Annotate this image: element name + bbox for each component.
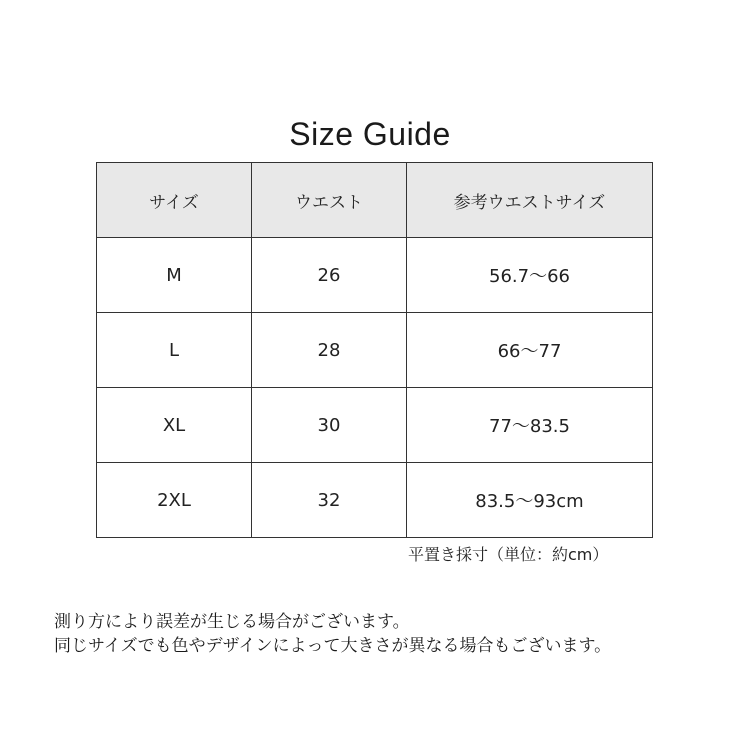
unit-note: 平置き採寸（単位：約cm）: [408, 545, 609, 564]
header-size: サイズ: [97, 163, 252, 238]
table-row: [97, 238, 653, 313]
table-row: [97, 463, 653, 538]
table-header-row: [97, 163, 653, 238]
cell-reference-waist: 77～83.5: [407, 388, 653, 463]
table-row: [97, 388, 653, 463]
cell-waist: 30: [252, 388, 407, 463]
page-title: Size Guide: [289, 116, 451, 152]
cell-size: M: [97, 238, 252, 313]
cell-reference-waist: 66～77: [407, 313, 653, 388]
size-table: [96, 162, 653, 538]
note-line: 同じサイズでも色やデザインによって大きさが異なる場合もございます。: [54, 636, 612, 656]
cell-size: L: [97, 313, 252, 388]
note-line: 測り方により誤差が生じる場合がございます。: [54, 612, 410, 632]
cell-reference-waist: 56.7～66: [407, 238, 653, 313]
cell-waist: 26: [252, 238, 407, 313]
cell-size: XL: [97, 388, 252, 463]
cell-waist: 28: [252, 313, 407, 388]
cell-waist: 32: [252, 463, 407, 538]
header-reference-waist: 参考ウエストサイズ: [407, 163, 653, 238]
cell-size: 2XL: [97, 463, 252, 538]
header-waist: ウエスト: [252, 163, 407, 238]
table-row: [97, 313, 653, 388]
notes: [54, 610, 734, 658]
cell-reference-waist: 83.5～93cm: [407, 463, 653, 538]
